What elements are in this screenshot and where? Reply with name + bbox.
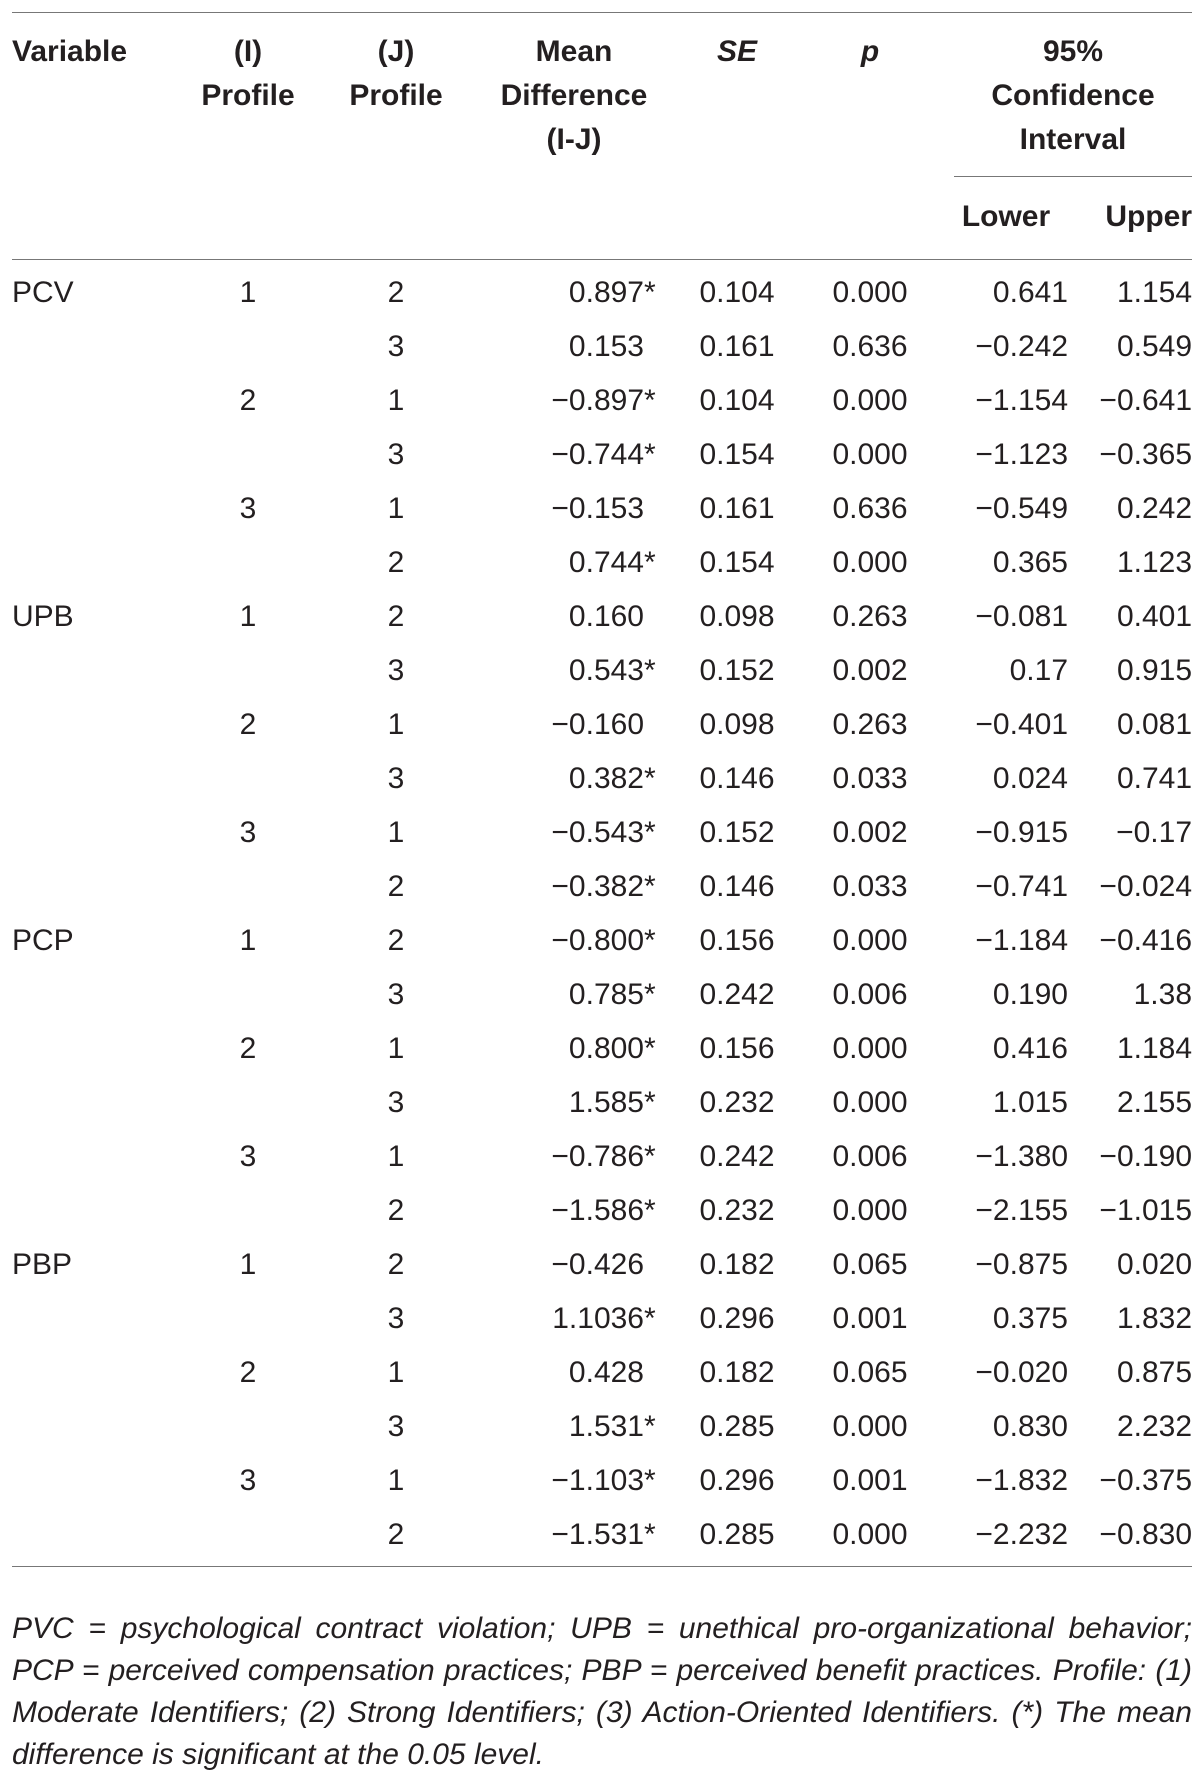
cell-upper: −0.641 (1099, 384, 1193, 417)
cell-upper: 0.875 (1116, 1356, 1193, 1389)
table-row (12, 644, 1192, 698)
significance-marker: * (644, 924, 656, 957)
cell-upper: 0.741 (1116, 762, 1193, 795)
table-row (12, 1400, 1192, 1454)
cell-mean-difference: −0.153 (551, 492, 644, 525)
cell-se: 0.098 (699, 600, 775, 633)
cell-p: 0.000 (832, 276, 908, 309)
table-row (12, 536, 1192, 590)
cell-i-profile (174, 428, 322, 482)
cell-variable (12, 968, 174, 1022)
cell-variable (12, 1184, 174, 1238)
cell-mean-difference: −0.382* (470, 860, 678, 914)
table-row (12, 914, 1192, 968)
header-upper: Upper (1105, 200, 1193, 233)
cell-upper: −0.375 (1099, 1464, 1193, 1497)
table-row (12, 1346, 1192, 1400)
cell-mean-difference: −1.586* (470, 1184, 678, 1238)
cell-i-profile (174, 536, 322, 590)
cell-mean-difference: −0.897* (470, 374, 678, 428)
cell-mean-difference: −0.543* (470, 806, 678, 860)
cell-upper: 1.154 (1116, 276, 1193, 309)
cell-p: 0.000 (796, 1508, 944, 1567)
cell-lower: −1.123 (975, 438, 1068, 471)
significance-marker: * (644, 1194, 656, 1227)
cell-j-profile: 1 (387, 1356, 405, 1389)
post-hoc-comparison-table (12, 12, 1192, 1567)
cell-i-profile: 1 (239, 276, 257, 309)
cell-j-profile: 2 (387, 924, 405, 957)
table-row (12, 1022, 1192, 1076)
cell-mean-difference: 0.543* (470, 644, 678, 698)
cell-lower: −0.875 (975, 1248, 1068, 1281)
table-row (12, 860, 1192, 914)
cell-p: 0.002 (832, 654, 908, 687)
table-row (12, 752, 1192, 806)
significance-marker: * (644, 762, 656, 795)
table-row (12, 1184, 1192, 1238)
cell-variable (12, 752, 174, 806)
significance-marker: * (644, 438, 656, 471)
cell-i-profile (174, 320, 322, 374)
cell-variable (12, 1508, 174, 1567)
cell-p: 0.002 (832, 816, 908, 849)
cell-se: 0.285 (678, 1508, 796, 1567)
cell-mean-difference: 1.531* (470, 1400, 678, 1454)
cell-se: 0.182 (699, 1356, 775, 1389)
cell-p: 0.000 (832, 1032, 908, 1065)
cell-i-profile (174, 968, 322, 1022)
cell-p: 0.636 (832, 330, 908, 363)
cell-se: 0.161 (699, 492, 775, 525)
cell-j-profile: 2 (387, 870, 405, 903)
header-variable: Variable (12, 35, 128, 68)
cell-lower: −1.380 (975, 1140, 1068, 1173)
significance-marker: * (644, 816, 656, 849)
cell-variable (12, 644, 174, 698)
cell-lower: −0.081 (975, 600, 1068, 633)
table-row (12, 1130, 1192, 1184)
significance-marker: * (644, 978, 656, 1011)
cell-i-profile: 2 (239, 708, 257, 741)
cell-i-profile (174, 1292, 322, 1346)
cell-i-profile (174, 1184, 322, 1238)
cell-j-profile: 1 (387, 1464, 405, 1497)
significance-marker: * (644, 1410, 656, 1443)
table-row (12, 260, 1192, 321)
cell-upper: −0.17 (1116, 816, 1193, 849)
cell-se: 0.296 (699, 1464, 775, 1497)
cell-lower: −1.154 (975, 384, 1068, 417)
cell-mean-difference: 0.744* (470, 536, 678, 590)
cell-upper: 0.020 (1116, 1248, 1193, 1281)
cell-lower: 0.024 (992, 762, 1068, 795)
header-lower: Lower (961, 200, 1051, 233)
cell-se: 0.104 (699, 384, 775, 417)
cell-lower: −0.020 (975, 1356, 1068, 1389)
table-row (12, 1238, 1192, 1292)
cell-se: 0.146 (699, 870, 775, 903)
cell-i-profile (174, 1076, 322, 1130)
cell-lower: −0.401 (975, 708, 1068, 741)
significance-marker: * (644, 654, 656, 687)
cell-upper: 1.38 (1133, 978, 1193, 1011)
cell-se: 0.146 (699, 762, 775, 795)
cell-se: 0.156 (699, 1032, 775, 1065)
cell-se: 0.152 (699, 654, 775, 687)
table-row (12, 698, 1192, 752)
cell-p: 0.263 (832, 708, 908, 741)
cell-mean-difference: 0.382* (470, 752, 678, 806)
cell-p: 0.000 (832, 1410, 908, 1443)
cell-se: 0.182 (699, 1248, 775, 1281)
cell-j-profile: 1 (387, 1140, 405, 1173)
cell-i-profile: 1 (239, 924, 257, 957)
cell-variable (12, 1400, 174, 1454)
cell-lower: 1.015 (992, 1086, 1068, 1119)
cell-p: 0.000 (832, 384, 908, 417)
significance-marker: * (644, 1518, 656, 1551)
cell-p: 0.636 (832, 492, 908, 525)
cell-lower: −0.741 (975, 870, 1068, 903)
cell-mean-difference: −0.786* (470, 1130, 678, 1184)
cell-se: 0.161 (699, 330, 775, 363)
cell-mean-difference: 0.800* (470, 1022, 678, 1076)
cell-p: 0.001 (832, 1302, 908, 1335)
cell-j-profile: 3 (387, 654, 405, 687)
cell-variable (12, 482, 174, 536)
cell-lower: 0.375 (992, 1302, 1068, 1335)
cell-se: 0.232 (699, 1194, 775, 1227)
cell-i-profile: 3 (239, 1140, 257, 1173)
significance-marker: * (644, 1302, 656, 1335)
cell-se: 0.154 (699, 546, 775, 579)
cell-variable: PCP (12, 924, 74, 957)
cell-se: 0.242 (699, 1140, 775, 1173)
cell-lower: −0.549 (975, 492, 1068, 525)
cell-j-profile: 3 (387, 1086, 405, 1119)
cell-lower: −2.232 (944, 1508, 1068, 1567)
cell-p: 0.000 (832, 438, 908, 471)
cell-j-profile: 1 (387, 1032, 405, 1065)
cell-i-profile (174, 1508, 322, 1567)
table-row (12, 482, 1192, 536)
cell-mean-difference: 1.1036* (470, 1292, 678, 1346)
cell-i-profile: 3 (239, 816, 257, 849)
cell-variable (12, 698, 174, 752)
cell-i-profile: 3 (239, 1464, 257, 1497)
table-row (12, 1454, 1192, 1508)
table-row (12, 806, 1192, 860)
cell-variable (12, 374, 174, 428)
cell-lower: 0.416 (992, 1032, 1068, 1065)
cell-mean-difference: 0.785* (470, 968, 678, 1022)
significance-marker: * (644, 276, 656, 309)
cell-j-profile: 2 (387, 276, 405, 309)
cell-mean-difference: 0.160 (568, 600, 644, 633)
cell-upper: 2.155 (1116, 1086, 1193, 1119)
cell-variable (12, 320, 174, 374)
cell-j-profile: 2 (322, 1508, 470, 1567)
cell-upper: 0.549 (1116, 330, 1193, 363)
cell-mean-difference: 1.585* (470, 1076, 678, 1130)
cell-j-profile: 2 (387, 600, 405, 633)
cell-j-profile: 2 (387, 1248, 405, 1281)
cell-j-profile: 3 (387, 330, 405, 363)
cell-se: 0.242 (699, 978, 775, 1011)
cell-upper: −0.416 (1099, 924, 1193, 957)
cell-j-profile: 3 (387, 1302, 405, 1335)
cell-upper: 0.915 (1116, 654, 1193, 687)
cell-p: 0.033 (832, 762, 908, 795)
cell-j-profile: 3 (387, 978, 405, 1011)
cell-mean-difference: −0.800* (470, 914, 678, 968)
table-row (12, 1292, 1192, 1346)
cell-lower: 0.641 (992, 276, 1068, 309)
cell-i-profile (174, 644, 322, 698)
header-confidence-interval: 95% Confidence Interval (944, 12, 1192, 191)
table-row (12, 320, 1192, 374)
cell-p: 0.065 (832, 1248, 908, 1281)
cell-se: 0.152 (699, 816, 775, 849)
cell-j-profile: 1 (387, 384, 405, 417)
cell-p: 0.000 (832, 546, 908, 579)
cell-se: 0.285 (699, 1410, 775, 1443)
cell-se: 0.232 (699, 1086, 775, 1119)
cell-p: 0.006 (832, 1140, 908, 1173)
cell-lower: 0.365 (992, 546, 1068, 579)
cell-i-profile: 2 (239, 1356, 257, 1389)
cell-i-profile (174, 1400, 322, 1454)
cell-se: 0.154 (699, 438, 775, 471)
cell-variable: UPB (12, 600, 74, 633)
cell-p: 0.000 (832, 1194, 908, 1227)
cell-i-profile: 3 (239, 492, 257, 525)
table-row (12, 428, 1192, 482)
cell-lower: −1.832 (975, 1464, 1068, 1497)
cell-variable (12, 428, 174, 482)
cell-p: 0.263 (832, 600, 908, 633)
significance-marker: * (644, 1032, 656, 1065)
header-se: SE (716, 35, 758, 68)
cell-variable (12, 1292, 174, 1346)
cell-variable (12, 1130, 174, 1184)
cell-lower: 0.830 (992, 1410, 1068, 1443)
significance-marker: * (644, 546, 656, 579)
cell-variable: PBP (12, 1248, 73, 1281)
table-row (12, 374, 1192, 428)
cell-lower: −2.155 (975, 1194, 1068, 1227)
cell-se: 0.296 (699, 1302, 775, 1335)
cell-j-profile: 2 (387, 546, 405, 579)
cell-mean-difference: −1.103* (470, 1454, 678, 1508)
cell-upper: −0.830 (1068, 1508, 1192, 1567)
cell-i-profile: 1 (239, 1248, 257, 1281)
cell-j-profile: 1 (387, 816, 405, 849)
cell-variable (12, 806, 174, 860)
cell-lower: 0.190 (992, 978, 1068, 1011)
cell-variable (12, 536, 174, 590)
cell-j-profile: 3 (387, 762, 405, 795)
cell-se: 0.098 (699, 708, 775, 741)
cell-variable (12, 1076, 174, 1130)
cell-upper: 0.401 (1116, 600, 1193, 633)
cell-se: 0.104 (699, 276, 775, 309)
header-mean-difference: Mean Difference (I-J) (500, 35, 648, 156)
cell-variable: PCV (12, 276, 74, 309)
cell-i-profile: 2 (239, 384, 257, 417)
table-footnote: PVC = psychological contract violation; UPB = unethical pro-organizational behavior; PCP = perceived compensation practices; PBP = perceived benefit practices. Profile: (1) Moderate Identifiers; (2) Strong Identifiers; (3) Action-Oriented Identifiers. (*) The mean difference is significant at the 0.05 level. (12, 1612, 1192, 1771)
cell-upper: 1.123 (1116, 546, 1193, 579)
cell-mean-difference: 0.897* (470, 260, 678, 321)
cell-mean-difference: 0.153 (568, 330, 644, 363)
cell-mean-difference: 0.428 (568, 1356, 644, 1389)
cell-j-profile: 1 (387, 708, 405, 741)
cell-variable (12, 1346, 174, 1400)
header-i-profile: (I) Profile (201, 35, 295, 112)
cell-upper: −0.190 (1099, 1140, 1193, 1173)
cell-upper: 2.232 (1116, 1410, 1193, 1443)
cell-i-profile (174, 752, 322, 806)
cell-mean-difference: −0.744* (470, 428, 678, 482)
cell-se: 0.156 (699, 924, 775, 957)
cell-upper: 1.184 (1116, 1032, 1193, 1065)
table-row (12, 968, 1192, 1022)
cell-upper: 1.832 (1116, 1302, 1193, 1335)
cell-variable (12, 1454, 174, 1508)
cell-lower: −1.184 (975, 924, 1068, 957)
cell-mean-difference: −0.426 (551, 1248, 644, 1281)
cell-variable (12, 1022, 174, 1076)
cell-mean-difference: −1.531* (470, 1508, 678, 1567)
cell-p: 0.001 (832, 1464, 908, 1497)
table-row (12, 1508, 1192, 1567)
cell-upper: −0.024 (1099, 870, 1193, 903)
cell-p: 0.033 (832, 870, 908, 903)
significance-marker: * (644, 1140, 656, 1173)
cell-p: 0.000 (832, 924, 908, 957)
table-row (12, 590, 1192, 644)
significance-marker: * (644, 384, 656, 417)
cell-mean-difference: −0.160 (551, 708, 644, 741)
cell-j-profile: 2 (387, 1194, 405, 1227)
cell-lower: 0.17 (1009, 654, 1068, 687)
significance-marker: * (644, 1464, 656, 1497)
cell-j-profile: 1 (387, 492, 405, 525)
cell-upper: −1.015 (1099, 1194, 1193, 1227)
cell-upper: −0.365 (1099, 438, 1193, 471)
significance-marker: * (644, 870, 656, 903)
header-p: p (860, 35, 880, 68)
cell-variable (12, 860, 174, 914)
cell-j-profile: 3 (387, 1410, 405, 1443)
cell-i-profile (174, 860, 322, 914)
cell-p: 0.065 (832, 1356, 908, 1389)
cell-i-profile: 1 (239, 600, 257, 633)
cell-upper: 0.081 (1116, 708, 1193, 741)
table-row (12, 1076, 1192, 1130)
cell-lower: −0.915 (975, 816, 1068, 849)
cell-p: 0.000 (832, 1086, 908, 1119)
cell-p: 0.006 (832, 978, 908, 1011)
significance-marker: * (644, 1086, 656, 1119)
table-body (12, 260, 1192, 1567)
header-j-profile: (J) Profile (349, 35, 443, 112)
cell-lower: −0.242 (975, 330, 1068, 363)
cell-upper: 0.242 (1116, 492, 1193, 525)
cell-j-profile: 3 (387, 438, 405, 471)
cell-i-profile: 2 (239, 1032, 257, 1065)
